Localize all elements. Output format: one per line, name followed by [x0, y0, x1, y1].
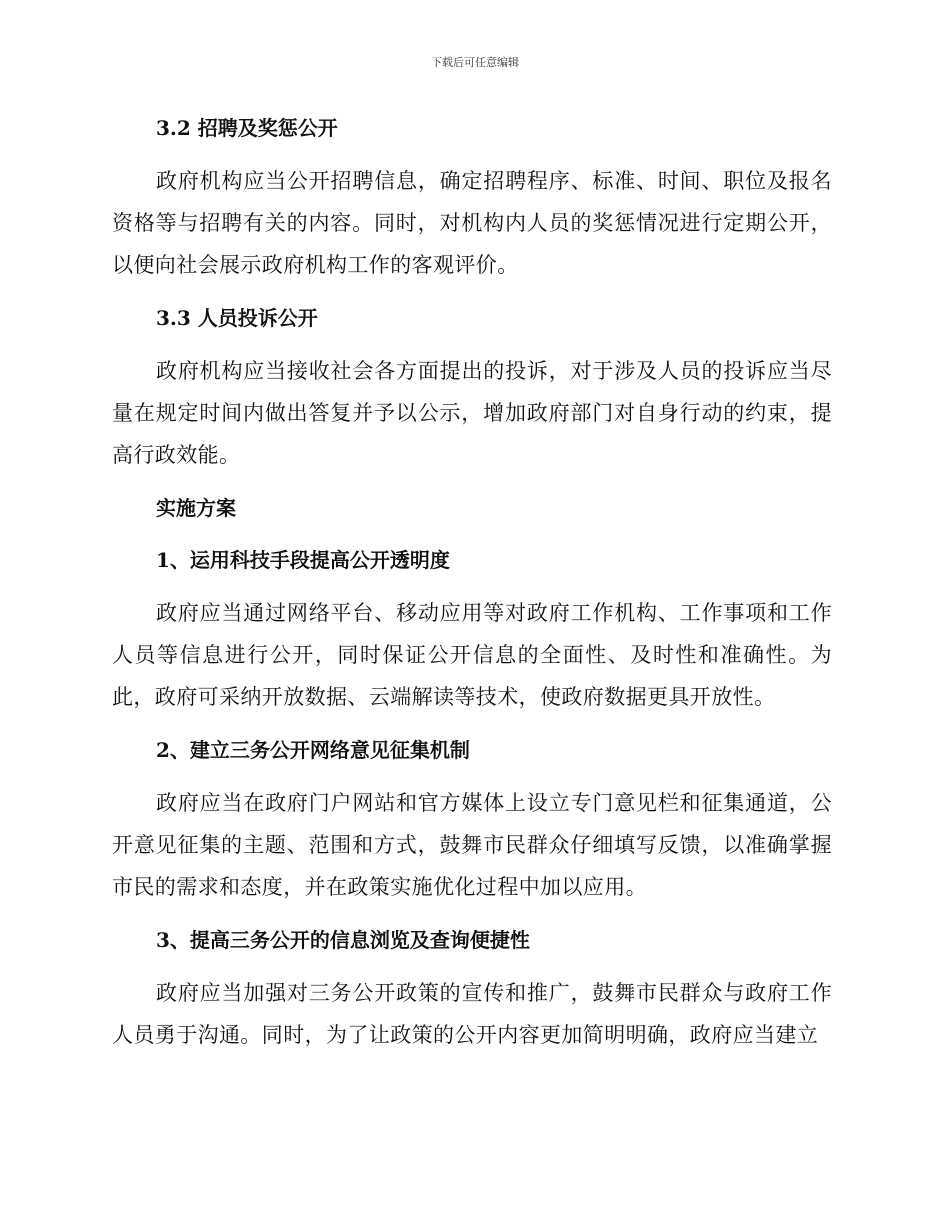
section-paragraph-3-2: 政府机构应当公开招聘信息，确定招聘程序、标准、时间、职位及报名资格等与招聘有关的内容。同时，对机构内人员的奖惩情况进行定期公开，以便向社会展示政府机构工作的客观评价。 [112, 169, 832, 277]
section-heading-plan-1: 1、运用科技手段提高公开透明度 [156, 548, 450, 572]
section-heading-plan-3: 3、提高三务公开的信息浏览及查询便捷性 [156, 928, 530, 952]
section-heading-plan-2: 2、建立三务公开网络意见征集机制 [156, 738, 470, 762]
document-body [112, 108, 832, 1068]
page-header: 下载后可任意编辑 [431, 56, 519, 69]
section-paragraph-plan-2: 政府应当在政府门户网站和官方媒体上设立专门意见栏和征集通道，公开意见征集的主题、范围和方式，鼓舞市民群众仔细填写反馈，以准确掌握市民的需求和态度，并在政策实施优化过程中加以应用。 [112, 791, 832, 899]
section-heading-implementation-plan: 实施方案 [156, 496, 236, 520]
section-heading-3-2: 3.2 招聘及奖惩公开 [156, 116, 338, 140]
section-paragraph-plan-3: 政府应当加强对三务公开政策的宣传和推广，鼓舞市民群众与政府工作人员勇于沟通。同时，为了让政策的公开内容更加简明明确，政府应当建立 [112, 981, 832, 1047]
section-paragraph-plan-1: 政府应当通过网络平台、移动应用等对政府工作机构、工作事项和工作人员等信息进行公开，同时保证公开信息的全面性、及时性和准确性。为此，政府可采纳开放数据、云端解读等技术，使政府数据更具开放性。 [112, 601, 832, 709]
section-paragraph-3-3: 政府机构应当接收社会各方面提出的投诉，对于涉及人员的投诉应当尽量在规定时间内做出答复并予以公示，增加政府部门对自身行动的约束，提高行政效能。 [112, 359, 832, 467]
section-heading-3-3: 3.3 人员投诉公开 [156, 306, 318, 330]
